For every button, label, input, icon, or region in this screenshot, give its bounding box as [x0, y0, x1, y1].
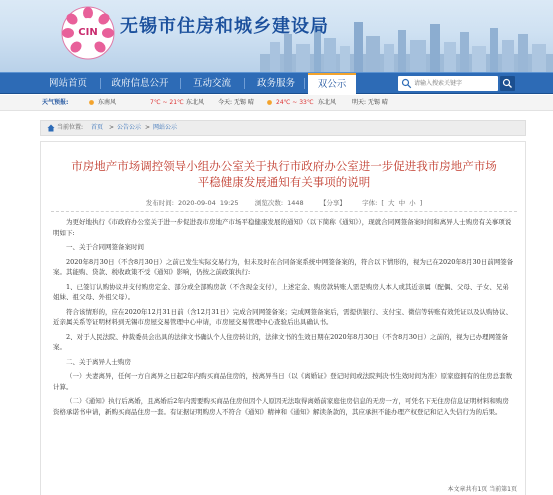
- weather-day1-temp: 7℃ ~ 21℃: [150, 99, 184, 106]
- breadcrumb-prefix: 当前位置:: [57, 124, 84, 131]
- weather-day2-temp: 24℃ ~ 33℃: [276, 99, 314, 106]
- search-input[interactable]: [414, 76, 496, 91]
- paragraph: 为更好地执行《市政府办公室关于进一步促进我市房地产市场平稳健康发展的通知》（以下简称《通知》），现就合同网签备案时间和离异人士购房有关事项说明如下:: [53, 218, 512, 237]
- nav-item-home[interactable]: 网站首页: [48, 78, 87, 89]
- nav-item-gov-info[interactable]: 政府信息公开: [111, 78, 169, 89]
- weather-day1-wind: 东北风: [186, 99, 205, 106]
- paragraph: （二）《通知》执行后离婚，且离婚后2年内需要购买商品住房但因个人原因无法取得离婚前家庭住房信息的无房一方，可凭名下无住房信息证明材料和购房资格承诺书申请，新购买商品住房一套。有证据证明购房人不符合《通知》精神和《通知》解读条款的，其应承担不能办理产权登记和记入失信行为的后果。: [53, 397, 509, 416]
- nav-divider: [244, 78, 245, 89]
- weather-day2-icon: [266, 95, 273, 111]
- breadcrumb-item-site-notices[interactable]: 网站公示: [153, 124, 178, 131]
- logo-text: CIN: [78, 27, 98, 38]
- article-meta: [41, 198, 527, 207]
- weather-label: 天气预报:: [42, 99, 69, 106]
- weather-day1-icon: [88, 95, 95, 111]
- article-container: [40, 141, 526, 495]
- font-size-control[interactable]: 字体: [ 大 中 小 ]: [362, 199, 423, 207]
- paragraph: 2020年8月30日（不含8月30日）之前已发生实际交易行为，但未及时在合同备案系统中网签备案的，符合以下情形的，视为已在2020年8月30日前网签备案。其能购、贷款、税收政策不受《通知》影响，仍按之前政策执行:: [53, 257, 514, 276]
- paragraph: 2、对于人民法院、仲裁委员会出具的法律文书确认个人住房转让的，法律文书的生效日期在2020年8月30日（不含8月30日）之前的，视为已办理网签备案。: [53, 332, 508, 351]
- main-nav: [0, 72, 553, 94]
- search-button[interactable]: [500, 76, 515, 91]
- header-banner: [0, 0, 553, 72]
- search-submit-icon: [500, 76, 515, 91]
- nav-item-services[interactable]: 政务服务: [256, 78, 295, 89]
- nav-divider: [100, 78, 101, 89]
- nav-item-interaction[interactable]: 互动交流: [192, 78, 231, 89]
- breadcrumb-separator: >: [145, 124, 151, 131]
- article-title-line2: 平稳健康发展通知有关事项的说明: [197, 175, 371, 189]
- home-location-icon: [47, 124, 55, 138]
- weather-day2-text: 明天: 无锡 晴: [352, 99, 388, 106]
- view-count: 浏览次数: 1448: [254, 199, 304, 207]
- paragraph: 符合该情形的，应在2020年12月31日前（含12月31日）完成合同网签备案；完成网签备案后，需提供银行、支付宝、微信等转账有效凭证以及认购协议、近亲属关系等证明材料到无锡市房屋交易管理中心申请，市房屋交易管理中心查验后出具确认书。: [53, 307, 513, 326]
- article-title: [41, 158, 527, 190]
- paragraph: （一）夫妻离异，任何一方自离异之日起2年内购买商品住房的，按离异当日（以《离婚证》登记时间或法院判决书生效时间为准）原家庭拥有的住房总套数计算。: [53, 372, 513, 391]
- page-info: 本文章共有1页 当前第1页: [447, 486, 517, 493]
- breadcrumb: [40, 120, 526, 136]
- paragraph: 1、已签订认购协议并支付购房定金、部分或全部购房款（不含现金支付），上述定金、购房款转账人需是购房人本人或其近亲属（配偶、父母、子女、兄弟姐妹、祖父母、外祖父母）。: [53, 282, 509, 301]
- breadcrumb-separator: >: [109, 124, 115, 131]
- search-icon: [401, 78, 412, 89]
- article-title-line1: 市房地产市场调控领导小组办公室关于执行市政府办公室进一步促进我市房地产市场: [71, 159, 497, 173]
- site-title: 无锡市住房和城乡建设局: [120, 16, 329, 37]
- breadcrumb-item-notices[interactable]: 公告公示: [117, 124, 142, 131]
- nav-divider: [304, 78, 305, 89]
- nav-item-dual-publicity[interactable]: 双公示: [308, 73, 356, 94]
- search-box: [398, 76, 498, 91]
- weather-day1-text: 今天: 无锡 晴: [218, 99, 254, 106]
- paragraph: 二、关于离异人士购房: [66, 357, 131, 366]
- article-body: [53, 217, 515, 421]
- share-link[interactable]: 【分享】: [319, 199, 346, 207]
- weather-day2-wind: 东北风: [318, 99, 337, 106]
- weather-day1-cond: 东南风: [98, 99, 117, 106]
- nav-divider: [180, 78, 181, 89]
- weather-bar: [0, 95, 553, 111]
- meta-divider: [51, 211, 517, 212]
- logo-emblem: [60, 5, 116, 61]
- paragraph: 一、关于合同网签备案时间: [66, 243, 144, 251]
- publish-time: 发布时间: 2020-09-04 19:25: [145, 199, 239, 207]
- breadcrumb-item-home[interactable]: 首页: [91, 124, 104, 131]
